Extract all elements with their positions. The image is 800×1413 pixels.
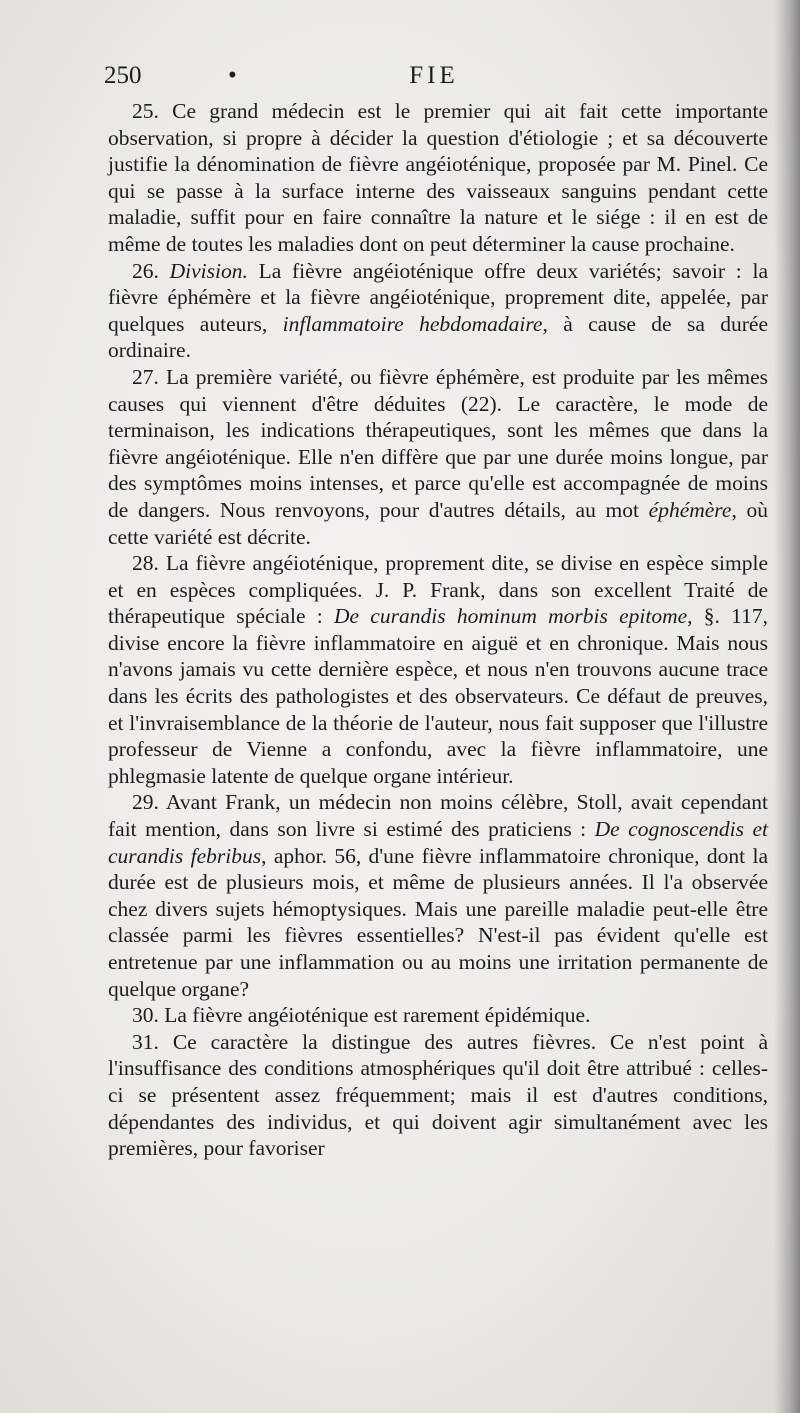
paragraph-number: 27. bbox=[132, 364, 159, 389]
page-gutter-shadow bbox=[774, 0, 800, 1413]
text-segment: La fièvre angéioténique, proprement dite, se divise en espèce simple et en espèces compliquées. J. P. Frank, dans son excellent Traité de thérapeutique spéciale : bbox=[108, 551, 768, 629]
paragraph bbox=[108, 98, 768, 258]
italic-text-segment: inflammatoire hebdomadaire bbox=[282, 311, 543, 336]
page-number: 250 bbox=[104, 62, 142, 89]
text-segment: , §. 117, divise encore la fièvre inflammatoire en aiguë et en chronique. Mais nous n'avons jamais vu cette dernière espèce, et nous n'en trouvons aucune trace dans les écrits des pathologistes et des observateurs. Ce défaut de preuves, et l'invraisemblance de la théorie de l'auteur, nous fait supposer que l'illustre professeur de Vienne a confondu, avec la fièvre inflammatoire, une phlegmasie latente de quelque organe intérieur. bbox=[108, 604, 768, 788]
italic-text-segment: De cognoscendis et curandis febribus bbox=[108, 817, 769, 868]
text-segment: La fièvre angéioténique est rarement épidémique. bbox=[158, 1003, 591, 1028]
text-segment: , où cette variété est décrite. bbox=[108, 497, 768, 549]
text-segment: Ce caractère la distingue des autres fièvres. Ce n'est point à l'insuffisance des conditions atmosphériques qu'il doit être attribué : celles-ci se présentent assez fréquemment; mais il est d'autres conditions, dépendantes des individus, et qui doivent agir simultanément avec les premières, pour favoriser bbox=[108, 1029, 768, 1161]
text-segment bbox=[159, 259, 170, 283]
paragraph bbox=[108, 364, 768, 550]
paragraph-number: 31. bbox=[132, 1029, 159, 1054]
italic-text-segment: De curandis hominum morbis epitome bbox=[333, 604, 688, 629]
italic-text-segment: éphémère bbox=[648, 497, 732, 522]
paragraph bbox=[108, 1029, 768, 1162]
paragraph-number: 29. bbox=[132, 790, 159, 815]
paragraph-number: 30. bbox=[132, 1003, 159, 1028]
italic-text-segment: Division. bbox=[169, 258, 248, 283]
paragraph-number: 26. bbox=[132, 258, 159, 283]
paragraph-number: 28. bbox=[132, 551, 159, 576]
text-segment: , à cause de sa durée ordinaire. bbox=[108, 311, 768, 363]
paragraph-number: 25. bbox=[132, 99, 159, 123]
paragraph bbox=[108, 789, 768, 1002]
text-segment: La fièvre angéioténique offre deux variétés; savoir : la fièvre éphémère et la fièvre angéioténique, proprement dite, appelée, par quelques auteurs, bbox=[108, 258, 768, 336]
paragraph bbox=[108, 258, 768, 364]
text-segment: Avant Frank, un médecin non moins célèbre, Stoll, avait cependant fait mention, dans son livre si estimé des praticiens : bbox=[108, 790, 768, 842]
text-segment: Ce grand médecin est le premier qui ait fait cette importante observation, si propre à décider la question d'étiologie ; et sa découverte justifie la dénomination de fièvre angéioténique, proposée par M. Pinel. Ce qui se passe à la surface interne des vaisseaux sanguins pendant cette maladie, suffit pour en faire connaître la nature et le siége : il en est de même de toutes les maladies dont on peut déterminer la cause prochaine. bbox=[108, 99, 768, 256]
text-segment: La première variété, ou fièvre éphémère, est produite par les mêmes causes qui viennent d'être déduites (22). Le caractère, le mode de terminaison, les indications thérapeutiques, sont les mêmes que dans la fièvre angéioténique. Elle n'en diffère que par une durée moins longue, par des symptômes moins intenses, et parce qu'elle est accompagnée de moins de dangers. Nous renvoyons, pour d'autres détails, au mot bbox=[108, 364, 768, 522]
paragraph bbox=[108, 550, 768, 789]
header-ornament: • bbox=[228, 62, 237, 89]
paragraph bbox=[108, 1002, 768, 1029]
body-text bbox=[108, 98, 768, 1162]
text-segment: , aphor. 56, d'une fièvre inflammatoire chronique, dont la durée est de plusieurs mois, et même de plusieurs années. Il l'a observée chez divers sujets hémoptysiques. Mais une pareille maladie peut-elle être classée parmi les fièvres essentielles? N'est-il pas évident qu'elle est entretenue par une inflammation ou au moins une irritation permanente de quelque organe? bbox=[108, 843, 768, 1001]
running-head: FIE bbox=[409, 62, 459, 89]
page-header bbox=[104, 62, 764, 98]
